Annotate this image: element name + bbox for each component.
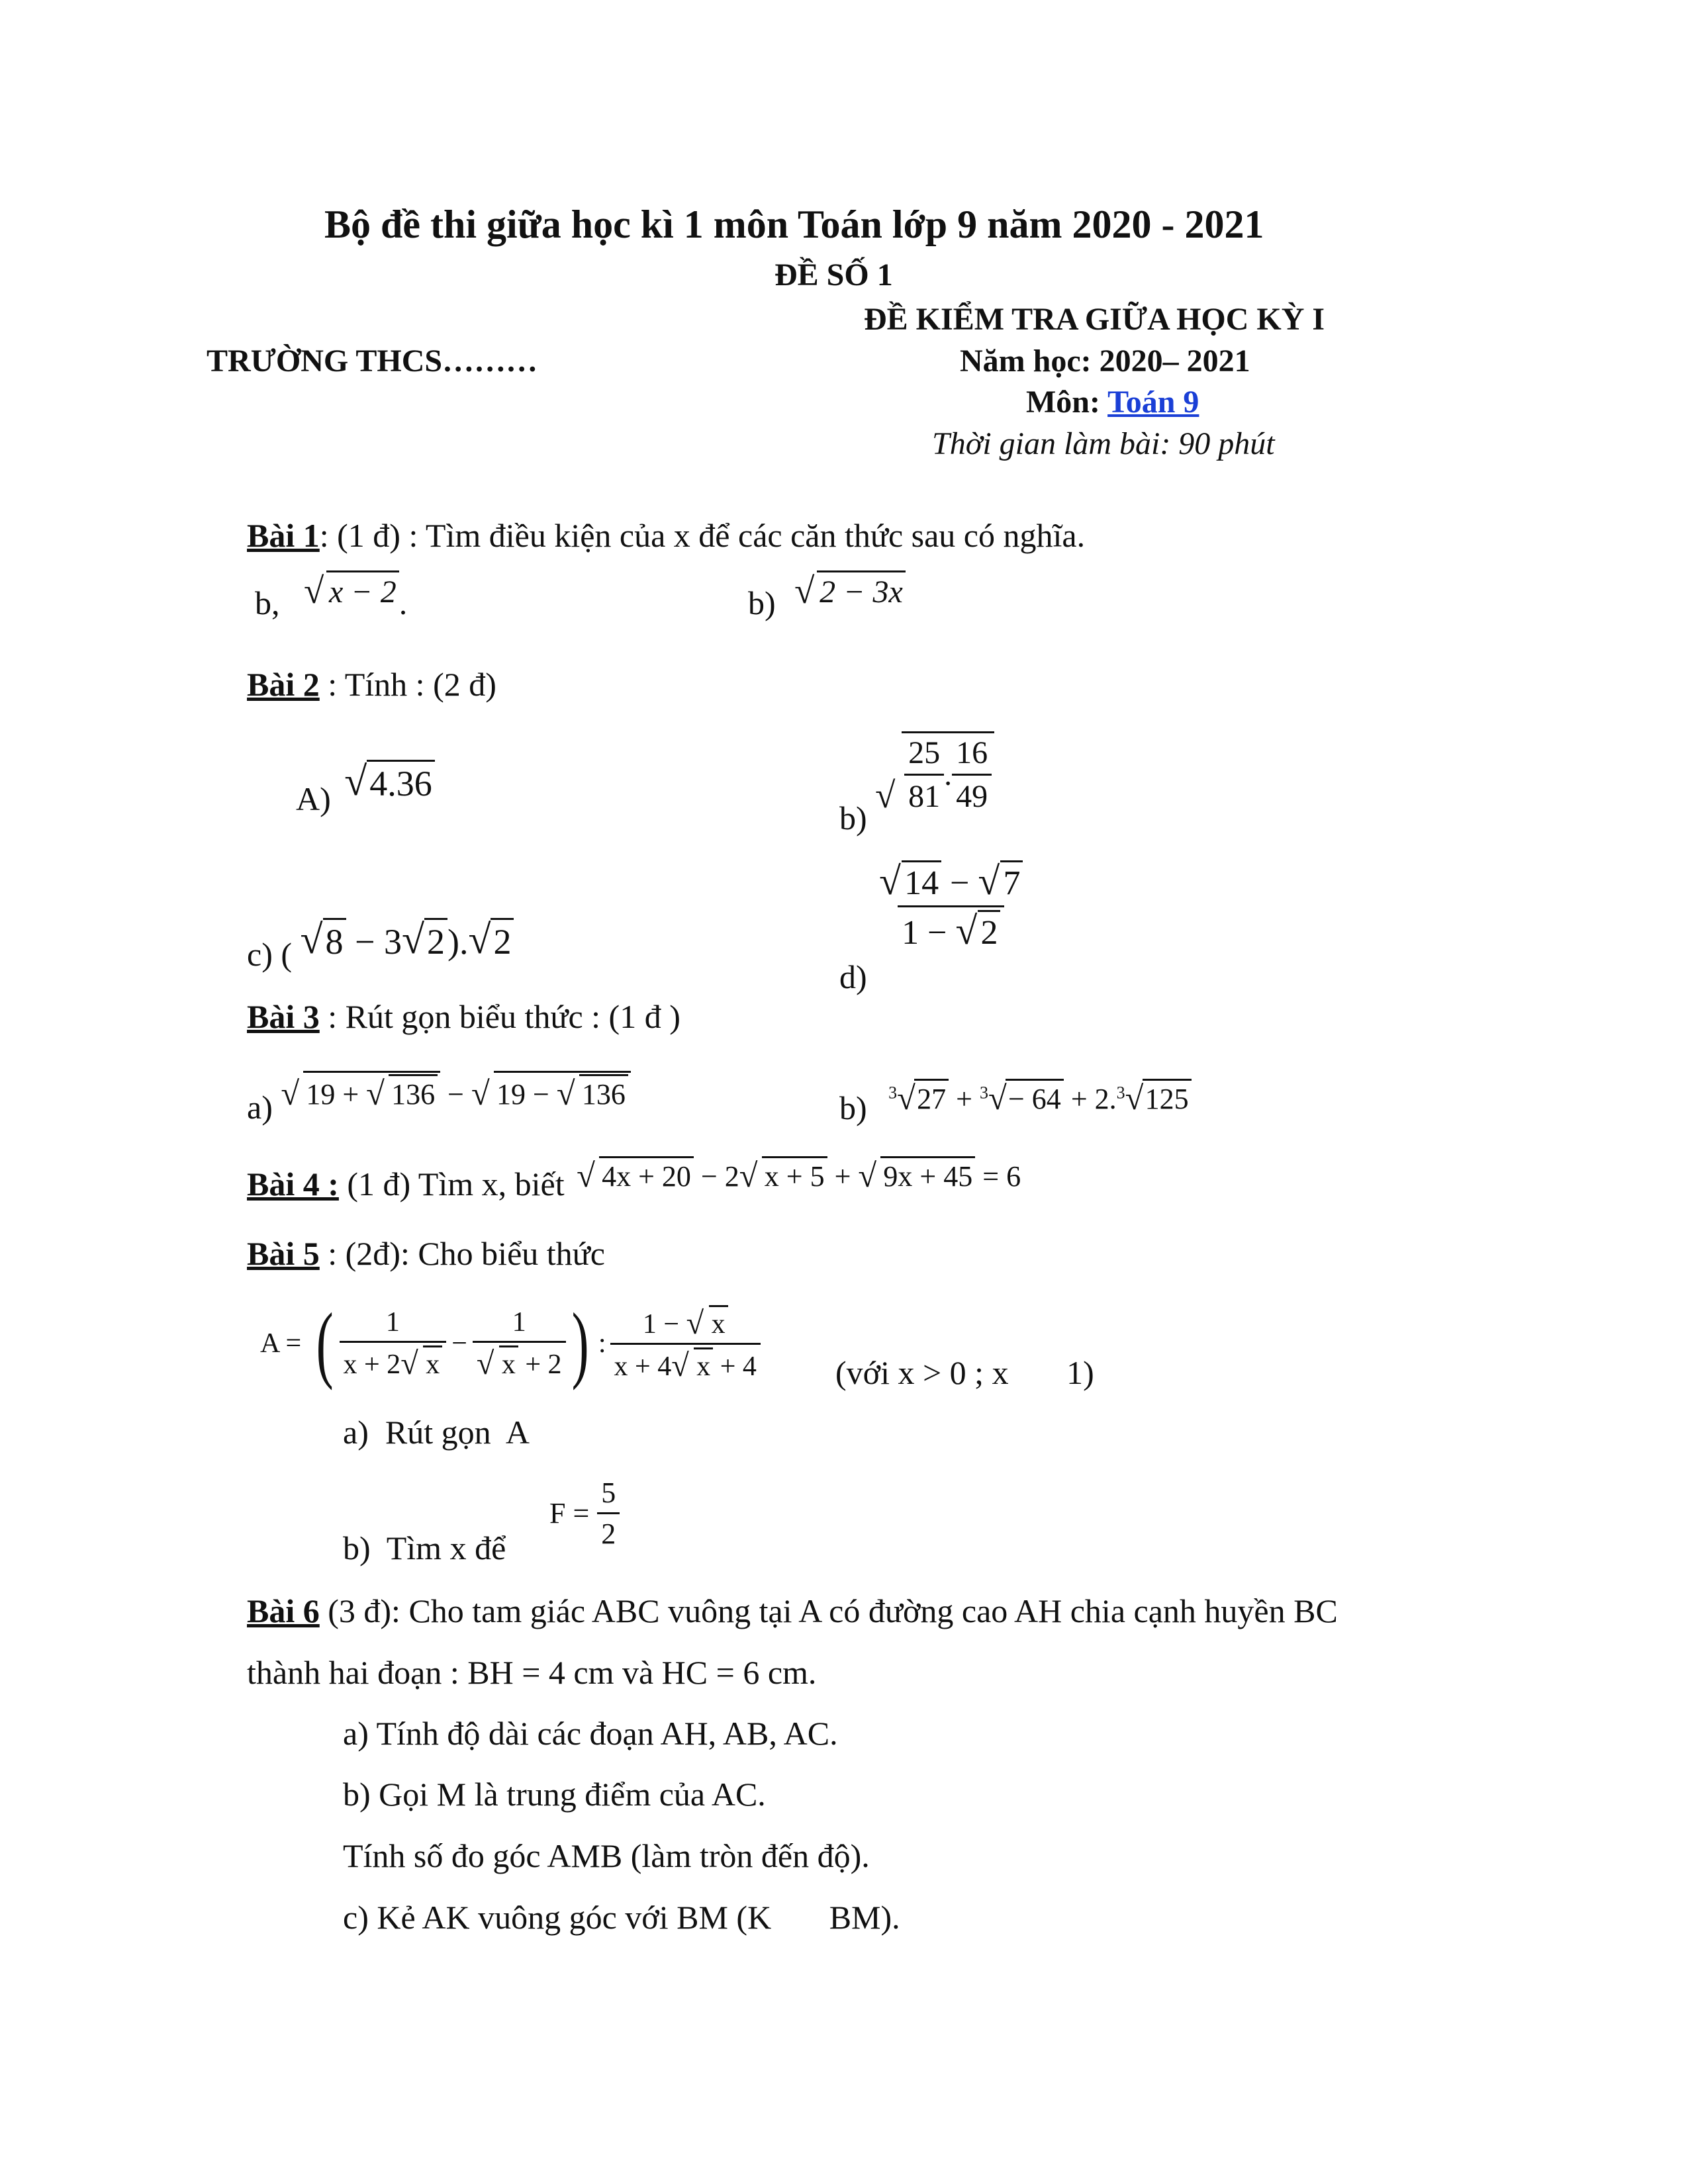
sqrt-fraction-product: √ $\frac{25}{81}$ . $\frac{16}{49}$ <box>875 731 994 815</box>
bai4-label: Bài 4 : <box>247 1165 339 1203</box>
bai5-condition: (với x > 0 ; x 1) <box>835 1354 1094 1391</box>
bai3-a-expression: √ 19 + √ 136 − √ 19 − √ 136 <box>281 1078 630 1111</box>
bai6-label: Bài 6 <box>247 1592 320 1629</box>
document-title: Bộ đề thi giữa học kì 1 môn Toán lớp 9 năm 2020 - 2021 <box>324 203 1264 246</box>
sqrt-expression: √ 4.36 <box>344 760 435 804</box>
bai6-line1 <box>247 1592 1338 1630</box>
sqrt-expression: √ 2 − 3x <box>794 570 906 610</box>
bai5-part-b: b) Tìm x để <box>343 1529 506 1567</box>
bai2-d-label: d) <box>839 958 867 995</box>
bai3-part-a <box>247 1078 631 1126</box>
bai2-c-expression: √ 8 − 3√ 2).√ 2 <box>301 922 514 962</box>
sqrt-expression: √ x − 2 <box>304 570 399 610</box>
bai2-b-label: b) <box>839 799 867 837</box>
bai1-a-label: b, <box>255 584 280 621</box>
bai2-heading <box>247 665 496 704</box>
fraction-expression: √ $\frac{14 - √ 7}{1 - √ 2}$ <box>875 860 1027 952</box>
bai3-b-expression: $^3$√ 27 + $^3$√ − 64 + 2.$^3$√ 125 <box>888 1083 1191 1115</box>
subject-label: Môn: <box>1026 385 1100 420</box>
bai5-heading <box>247 1234 605 1273</box>
bai2-part-b <box>839 731 994 837</box>
bai3-part-b <box>839 1083 1192 1127</box>
subject-line <box>1026 384 1199 420</box>
bai4-line <box>247 1160 1021 1203</box>
bai2-part-a <box>296 764 435 819</box>
bai3-label: Bài 3 <box>247 998 320 1035</box>
bai2-part-c <box>247 922 514 974</box>
bai4-equation: √ 4x + 20 − 2√ x + 5 + √ 9x + 45 = 6 <box>577 1160 1021 1193</box>
bai3-b-label: b) <box>839 1089 867 1126</box>
bai6-part-b: b) Gọi M là trung điểm của AC. <box>343 1776 766 1813</box>
bai3-heading <box>247 997 680 1036</box>
bai5-expression: A = ( $\frac{1}{x + 2√ x}$ − 1 √ x + 2 ) : $\frac{1 - √ x}{x + 4√ x + 4}$ <box>260 1300 761 1387</box>
bai1-heading <box>247 516 1085 555</box>
subject-link[interactable]: Toán 9 <box>1107 385 1199 420</box>
bai1-part-b <box>748 574 906 622</box>
bai1-text: : (1 đ) : Tìm điều kiện của x để các căn thức sau có nghĩa. <box>319 517 1086 554</box>
bai5-label: Bài 5 <box>247 1235 320 1272</box>
exam-duration: Thời gian làm bài: 90 phút <box>932 426 1275 461</box>
bai6-part-b2: Tính số đo góc AMB (làm tròn đến độ). <box>343 1837 870 1874</box>
bai3-a-label: a) <box>247 1089 273 1126</box>
bai1-label: Bài 1 <box>247 517 320 554</box>
bai2-text: : Tính : (2 đ) <box>319 666 496 703</box>
school-year: Năm học: 2020– 2021 <box>960 343 1250 379</box>
bai3-text: : Rút gọn biểu thức : (1 đ ) <box>319 998 680 1035</box>
school-name: TRƯỜNG THCS……… <box>207 343 538 379</box>
F-expression: F = $\frac{5}{2}$ <box>549 1476 620 1551</box>
exam-title: ĐỀ KIỂM TRA GIỮA HỌC KỲ I <box>864 302 1325 337</box>
bai6-text: (3 đ): Cho tam giác ABC vuông tại A có đường cao AH chia cạnh huyền BC <box>319 1592 1338 1629</box>
bai6-line2: thành hai đoạn : BH = 4 cm và HC = 6 cm. <box>247 1654 817 1691</box>
bai6-part-a: a) Tính độ dài các đoạn AH, AB, AC. <box>343 1715 838 1752</box>
bai6-part-c: c) Kẻ AK vuông góc với BM (K BM). <box>343 1899 900 1936</box>
bai5-part-a: a) Rút gọn A <box>343 1414 530 1451</box>
exam-number: ĐỀ SỐ 1 <box>774 257 893 293</box>
bai1-part-a <box>255 574 408 622</box>
bai4-text: (1 đ) Tìm x, biết <box>338 1165 565 1203</box>
bai1-b-label: b) <box>748 584 776 621</box>
bai2-part-d <box>839 860 1027 995</box>
bai1-a-dot: . <box>399 584 408 621</box>
bai5-text: : (2đ): Cho biểu thức <box>319 1235 605 1272</box>
bai2-c-label: c) ( <box>247 936 292 973</box>
bai2-a-label: A) <box>296 780 331 817</box>
bai2-label: Bài 2 <box>247 666 320 703</box>
